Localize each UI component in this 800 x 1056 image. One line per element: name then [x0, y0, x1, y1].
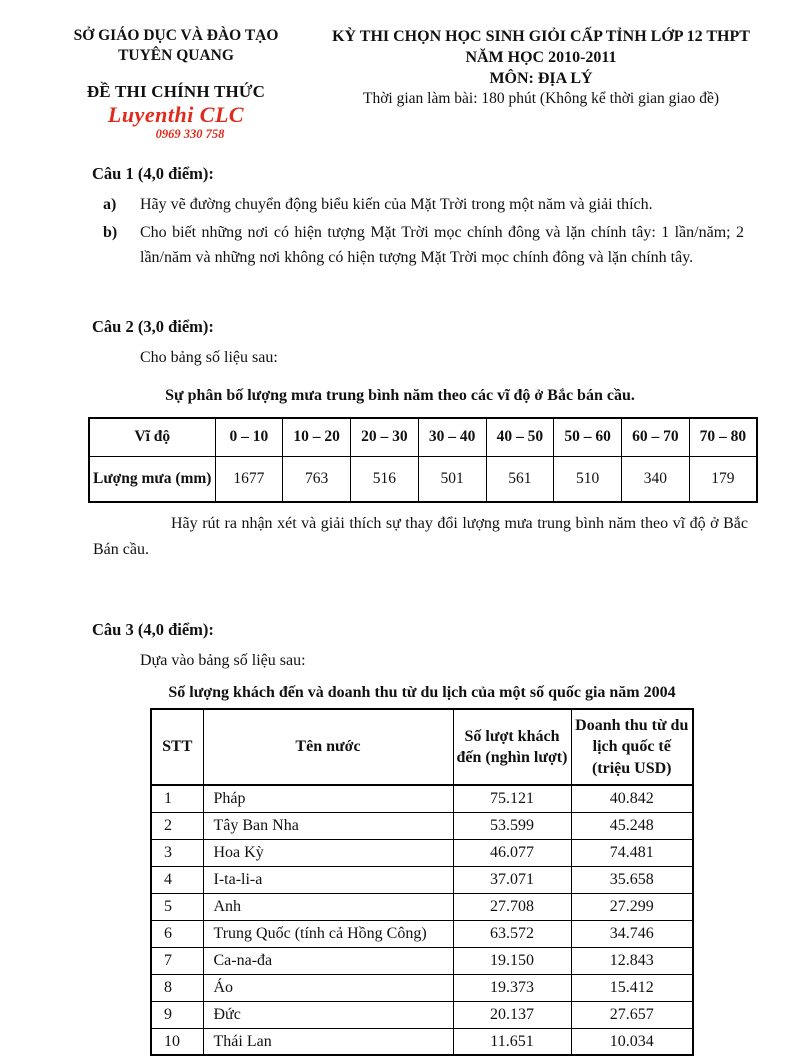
stt-cell: 4	[151, 866, 203, 893]
stt-cell: 3	[151, 839, 203, 866]
country-cell: Pháp	[203, 785, 453, 812]
question1-heading: Câu 1 (4,0 điểm):	[92, 164, 214, 184]
country-cell: Tây Ban Nha	[203, 812, 453, 839]
tourism-table-title-wrap	[112, 684, 732, 702]
revenue-cell: 10.034	[571, 1028, 693, 1055]
rainfall-value-cell: 561	[486, 456, 554, 502]
revenue-cell: 35.658	[571, 866, 693, 893]
visitors-cell: 46.077	[453, 839, 571, 866]
rainfall-value-cell: 516	[351, 456, 419, 502]
rainfall-value-cell: 340	[622, 456, 690, 502]
latitude-band-cell: 10 – 20	[283, 418, 351, 456]
item-a-text: Hãy vẽ đường chuyển động biểu kiến của Mặt Trời trong một năm và giải thích.	[140, 196, 653, 214]
latitude-band-cell: 50 – 60	[554, 418, 622, 456]
visitors-header-cell: Số lượt khách đến (nghìn lượt)	[453, 709, 571, 785]
rainfall-table	[88, 417, 758, 503]
table-row	[151, 812, 693, 839]
visitors-cell: 11.651	[453, 1028, 571, 1055]
question3-heading: Câu 3 (4,0 điểm):	[92, 620, 214, 640]
question3-intro: Dựa vào bảng số liệu sau:	[140, 652, 306, 670]
country-cell: Áo	[203, 974, 453, 1001]
official-exam-label: ĐỀ THI CHÍNH THỨC	[86, 82, 266, 102]
stt-cell: 6	[151, 920, 203, 947]
rainfall-table-title: Sự phân bố lượng mưa trung bình năm theo các vĩ độ ở Bắc bán cầu.	[165, 387, 635, 405]
country-cell: I-ta-li-a	[203, 866, 453, 893]
visitors-cell: 19.373	[453, 974, 571, 1001]
table-row	[151, 947, 693, 974]
question1-item-b	[103, 220, 744, 271]
country-cell: Đức	[203, 1001, 453, 1028]
question1-item-a	[103, 192, 744, 218]
table-row	[151, 866, 693, 893]
document-header	[0, 0, 800, 142]
rainfall-value-cell: 179	[689, 456, 757, 502]
revenue-cell: 34.746	[571, 920, 693, 947]
country-cell: Thái Lan	[203, 1028, 453, 1055]
revenue-cell: 45.248	[571, 812, 693, 839]
question2-note: Hãy rút ra nhận xét và giải thích sự thay đổi lượng mưa trung bình năm theo vĩ độ ở Bắc Bán cầu.	[93, 515, 748, 558]
stt-cell: 8	[151, 974, 203, 1001]
exam-title-line2: NĂM HỌC 2010-2011	[465, 49, 617, 67]
country-header-cell: Tên nước	[203, 709, 453, 785]
item-a-label: a)	[103, 196, 117, 214]
exam-subject-line: MÔN: ĐỊA LÝ	[489, 70, 593, 88]
latitude-band-cell: 60 – 70	[622, 418, 690, 456]
revenue-cell: 27.299	[571, 893, 693, 920]
question1-list	[103, 192, 744, 271]
visitors-cell: 63.572	[453, 920, 571, 947]
stt-cell: 10	[151, 1028, 203, 1055]
stt-cell: 1	[151, 785, 203, 812]
latitude-band-cell: 0 – 10	[215, 418, 283, 456]
question2-intro: Cho bảng số liệu sau:	[140, 349, 278, 367]
table-row	[151, 893, 693, 920]
revenue-cell: 74.481	[571, 839, 693, 866]
stt-cell: 7	[151, 947, 203, 974]
revenue-header-cell: Doanh thu từ du lịch quốc tế (triệu USD)	[571, 709, 693, 785]
stt-cell: 5	[151, 893, 203, 920]
visitors-cell: 19.150	[453, 947, 571, 974]
tourism-table-title: Số lượng khách đến và doanh thu từ du lịch của một số quốc gia năm 2004	[168, 684, 676, 702]
visitors-cell: 37.071	[453, 866, 571, 893]
rainfall-value-cell: 510	[554, 456, 622, 502]
header-left-block	[40, 26, 312, 142]
item-b-text: Cho biết những nơi có hiện tượng Mặt Trời mọc chính đông và lặn chính tây: 1 lần/năm; 2 lần/năm và những nơi không có hiện tượng Mặt Trời mọc chính đông và lặn chính tây.	[140, 223, 744, 267]
rainfall-table-header-row	[89, 418, 757, 456]
country-cell: Hoa Kỳ	[203, 839, 453, 866]
table-row	[151, 974, 693, 1001]
revenue-cell: 15.412	[571, 974, 693, 1001]
visitors-cell: 20.137	[453, 1001, 571, 1028]
rainfall-value-cell: 763	[283, 456, 351, 502]
luyenthi-clc-logo: Luyenthi CLC	[107, 102, 245, 128]
latitude-header-cell: Vĩ độ	[89, 418, 215, 456]
logo-phone-number: 0969 330 758	[155, 127, 225, 142]
country-cell: Trung Quốc (tính cả Hồng Công)	[203, 920, 453, 947]
table-row	[151, 1001, 693, 1028]
latitude-band-cell: 40 – 50	[486, 418, 554, 456]
country-cell: Anh	[203, 893, 453, 920]
header-right-block	[312, 26, 766, 142]
tourism-table-header-row	[151, 709, 693, 785]
visitors-cell: 27.708	[453, 893, 571, 920]
revenue-cell: 27.657	[571, 1001, 693, 1028]
table-row	[151, 920, 693, 947]
visitors-cell: 53.599	[453, 812, 571, 839]
rainfall-value-cell: 501	[418, 456, 486, 502]
revenue-cell: 40.842	[571, 785, 693, 812]
exam-title-line1: KỲ THI CHỌN HỌC SINH GIỎI CẤP TỈNH LỚP 12 THPT	[332, 28, 750, 45]
rainfall-value-cell: 1677	[215, 456, 283, 502]
revenue-cell: 12.843	[571, 947, 693, 974]
stt-header-cell: STT	[151, 709, 203, 785]
latitude-band-cell: 20 – 30	[351, 418, 419, 456]
exam-duration-line: Thời gian làm bài: 180 phút (Không kể thời gian giao đề)	[362, 90, 720, 108]
stt-cell: 9	[151, 1001, 203, 1028]
stt-cell: 2	[151, 812, 203, 839]
question2-heading: Câu 2 (3,0 điểm):	[92, 317, 214, 337]
issuing-department-line1: SỞ GIÁO DỤC VÀ ĐÀO TẠO	[73, 27, 279, 44]
table-row	[151, 1028, 693, 1055]
latitude-band-cell: 30 – 40	[418, 418, 486, 456]
country-cell: Ca-na-đa	[203, 947, 453, 974]
visitors-cell: 75.121	[453, 785, 571, 812]
latitude-band-cell: 70 – 80	[689, 418, 757, 456]
item-b-label: b)	[103, 223, 118, 241]
rainfall-table-data-row	[89, 456, 757, 502]
tourism-table	[150, 708, 694, 1056]
table-row	[151, 839, 693, 866]
rainfall-row-label-cell: Lượng mưa (mm)	[89, 456, 215, 502]
issuing-department-line2: TUYÊN QUANG	[118, 47, 234, 65]
table-row	[151, 785, 693, 812]
